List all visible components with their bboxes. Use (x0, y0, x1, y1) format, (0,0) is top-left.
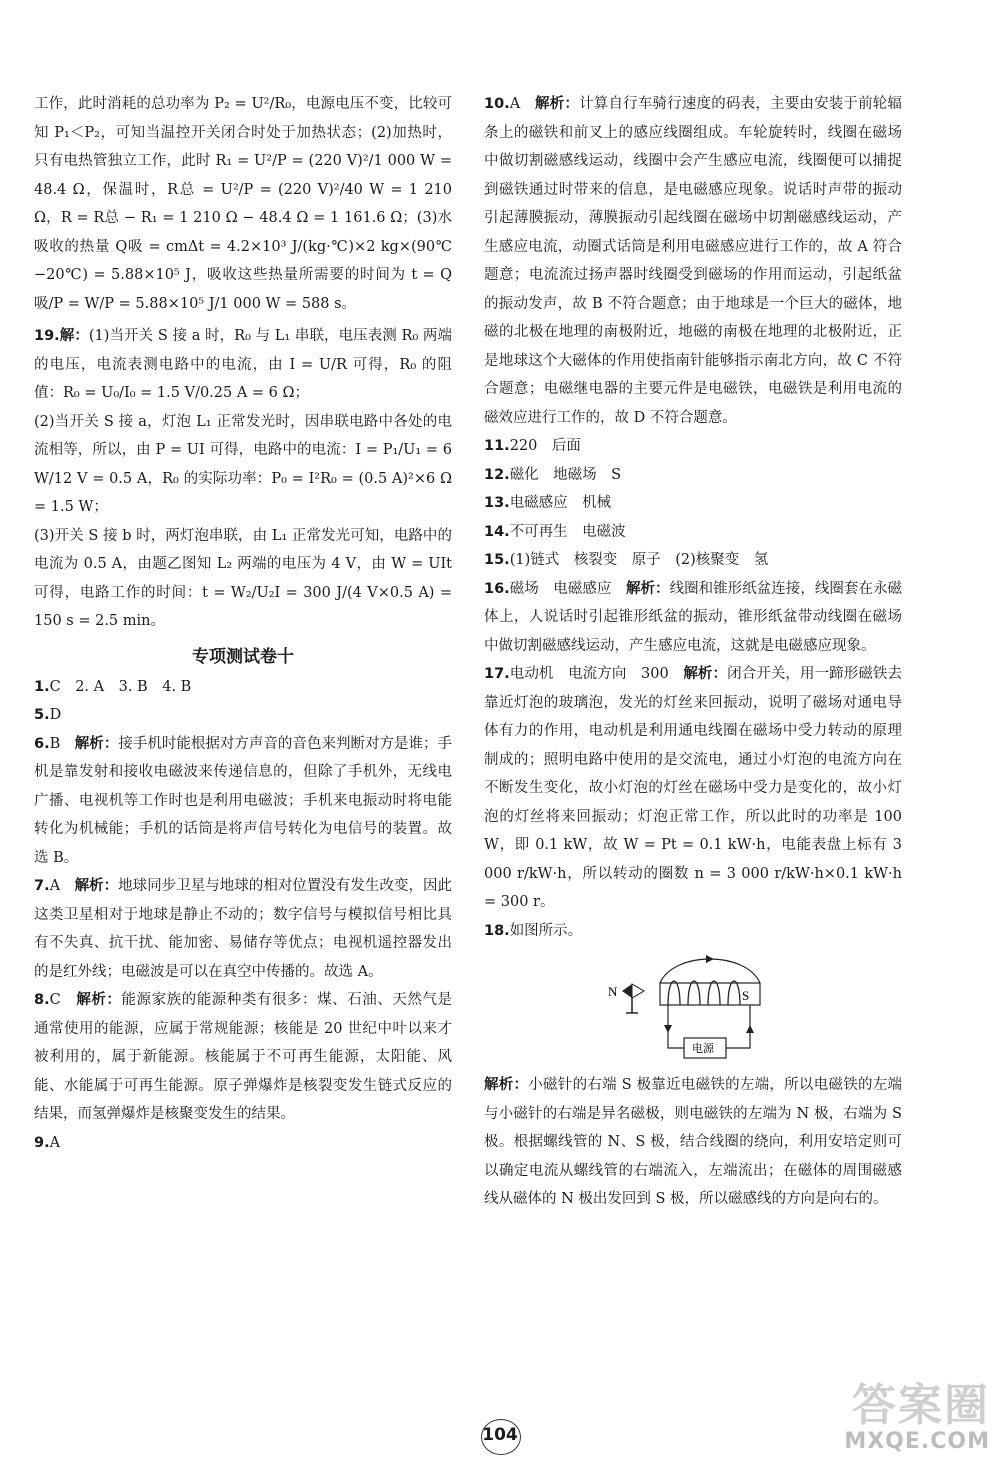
answer-item: 7.A 解析：地球同步卫星与地球的相对位置没有发生改变，因此这类卫星相对于地球是静止不动的；数字信号与模拟信号相比具有不失真、抗干扰、能加密、易储存等优点；电视机遥控器发出的是红外线；电磁波是可以在真空中传播的。故选 A。 (34, 878, 453, 980)
answer-item: 5.D (34, 707, 62, 723)
answer-item: 15.(1)链式 核裂变 原子 (2)核聚变 氢 (484, 552, 769, 568)
right-column (484, 90, 902, 1214)
answer-item: 17.电动机 电流方向 300 解析：闭合开关，用一蹄形磁铁去靠近灯泡的玻璃泡，发光的灯丝来回振动，说明了磁场对通电导体有力的作用，电动机是利用通电线圈在磁场中受力转动的原理制成的；照明电路中使用的是交流电，通过小灯泡的电流方向在不断发生变化，故小灯泡的灯丝在磁场中受力是变化的，故小灯泡的灯丝将来回振动；灯泡正常工作，所以此时的功率是 100 W，即 0.1 kW，故 W = Pt = 0.1 kW·h，电能表盘上标有 3 000 r/kW·h，所以转动的圈数 n = 3 000 r/kW·h×0.1 kW·h = 300 r。 (484, 666, 902, 910)
answer-item: 14.不可再生 电磁波 (484, 523, 626, 540)
answer-item: 11.220 后面 (484, 438, 581, 454)
coil-windings (668, 981, 740, 1005)
power-source-label: 电源 (692, 1042, 714, 1055)
answer-item: 6.B 解析：接手机时能根据对方声音的音色来判断对方是谁；手机是靠发射和接收电磁波来传递信息的，但除了手机外，无线电广播、电视机等工作时也是利用电磁波；手机来电振动时将电能转化为机械能；手机的话筒是将声信号转化为电信号的装置。故选 B。 (34, 735, 453, 866)
magnet-s-label: S (742, 988, 750, 1003)
needle-n-label: N (608, 984, 618, 999)
q19-part1: (1)当开关 S 接 a 时，R₀ 与 L₁ 串联，电压表测 R₀ 两端的电压，电流表测电路中的电流，由 I = U/R 可得，R₀ 的阻值：R₀ = U₀/I₀ = 1.5 V/0.25 A = 6 Ω； (34, 328, 452, 401)
answer-item: 9.A (34, 1134, 61, 1151)
answer-item: 18.如图所示。 (484, 922, 583, 939)
q19-part2: (2)当开关 S 接 a，灯泡 L₁ 正常发光时，因串联电路中各处的电流相等，所以，由 P = UI 可得，电路中的电流：I = P₁/U₁ = 6 W/12 V = 0.5 A，R₀ 的实际功率：P₀ = I²R₀ = (0.5 A)²×6 Ω = 1.5 W； (34, 413, 452, 515)
q19-part3: (3)开关 S 接 b 时，两灯泡串联，由 L₁ 正常发光可知，电路中的电流为 0.5 A，由题乙图知 L₂ 两端的电压为 4 V，由 W = UIt 可得，电路工作的时间：t = W₂/U₂I = 300 J/(4 V×0.5 A) = 150 s = 2.5 min。 (34, 527, 452, 629)
left-column (34, 90, 452, 1157)
current-arrow-icon (664, 1025, 672, 1033)
watermark-title: 答案圈 (852, 1380, 990, 1431)
field-arrow-icon (706, 955, 714, 963)
answer-item: 12.磁化 地磁场 S (484, 466, 622, 483)
answer-item: 1.C 2. A 3. B 4. B (34, 678, 192, 695)
answer-item: 13.电磁感应 机械 (484, 495, 612, 511)
q19-intro (34, 322, 452, 408)
q18-continuation: 工作，此时消耗的总功率为 P₂ = U²/R₀，电源电压不变，比较可知 P₁＜P₂，可知当温控开关闭合时处于加热状态；(2)加热时，只有电热管独立工作，此时 R₁ = U²/P = (220 V)²/1 000 W = 48.4 Ω，保温时，R总 = U²/P = (220 V)²/40 W = 1 210 Ω，R = R总 − R₁ = 1 210 Ω − 48.4 Ω = 1 161.6 Ω；(3)水吸收的热量 Q吸 = cmΔt = 4.2×10³ J/(kg·℃)×2 kg×(90℃−20℃) = 5.88×10⁵ J，吸收这些热量所需要的时间为 t = Q吸/P = W/P = 5.88×10⁵ J/1 000 W = 588 s。 (34, 96, 452, 312)
answer-item: 16.磁场 电磁感应 解析：线圈和锥形纸盆连接，线圈套在永磁体上，人说话时引起锥形纸盆的振动，锥形纸盆带动线圈在磁场中做切割磁感线运动，产生感应电流，这就是电磁感应现象。 (484, 580, 903, 654)
watermark-logo (780, 1380, 990, 1454)
current-arrow-icon (746, 1025, 754, 1033)
answer-item: 10.A 解析：计算自行车骑行速度的码表，主要由安装于前轮辐条上的磁铁和前叉上的感应线圈组成。车轮旋转时，线圈在磁场中做切割磁感线运动，线圈中会产生感应电流，线圈便可以捕捉到磁铁通过时带来的信息，是电磁感应现象。说话时声带的振动引起薄膜振动，薄膜振动引起线圈在磁场中切割磁感线运动，产生感应电流，动圈式话筒是利用电磁感应进行工作的，故 A 符合题意；电流流过扬声器时线圈受到磁场的作用而运动，引起纸盆的振动发声，故 B 不符合题意；由于地球是一个巨大的磁体，地磁的北极在地理的南极附近，地磁的南极在地理的北极附近，正是地球这个大磁体的作用使指南针能够指示南北方向，故 C 不符合题意；电磁继电器的主要元件是电磁铁，电磁铁是利用电流的磁效应进行工作的，故 D 不符合题意。 (484, 96, 902, 426)
watermark-url: MXQE.COM (844, 1429, 990, 1454)
compass-needle-icon (622, 984, 644, 1013)
electromagnet-diagram (604, 953, 804, 1063)
answer-item: 8.C 解析：能源家族的能源种类有很多：煤、石油、天然气是通常使用的能源，应属于常规能源；核能是 20 世纪中叶以来才被利用的，属于新能源。核能属于不可再生能源，太阳能、风能、水能属于可再生能源。原子弹爆炸是核裂变发生链式反应的结果，而氢弹爆炸是核聚变发生的结果。 (34, 992, 453, 1122)
section-title: 专项测试卷十 (192, 646, 294, 667)
q19-label: 解： (59, 328, 89, 344)
page-number: 104 (475, 1425, 525, 1445)
q19-number: 19. (34, 328, 60, 344)
q18-analysis: 解析：小磁针的右端 S 极靠近电磁铁的左端，所以电磁铁的左端与小磁针的右端是异名磁极，则电磁铁的左端为 N 极，右端为 S 极。根据螺线管的 N、S 极，结合线圈的绕向，利用安培定则可以确定电流从螺线管的右端流入，左端流出；在磁体的周围磁感线从磁体的 N 极出发回到 S 极，所以磁感线的方向是向右的。 (484, 1077, 903, 1207)
magnetic-field-line (660, 959, 760, 983)
wire-right (726, 1005, 750, 1048)
